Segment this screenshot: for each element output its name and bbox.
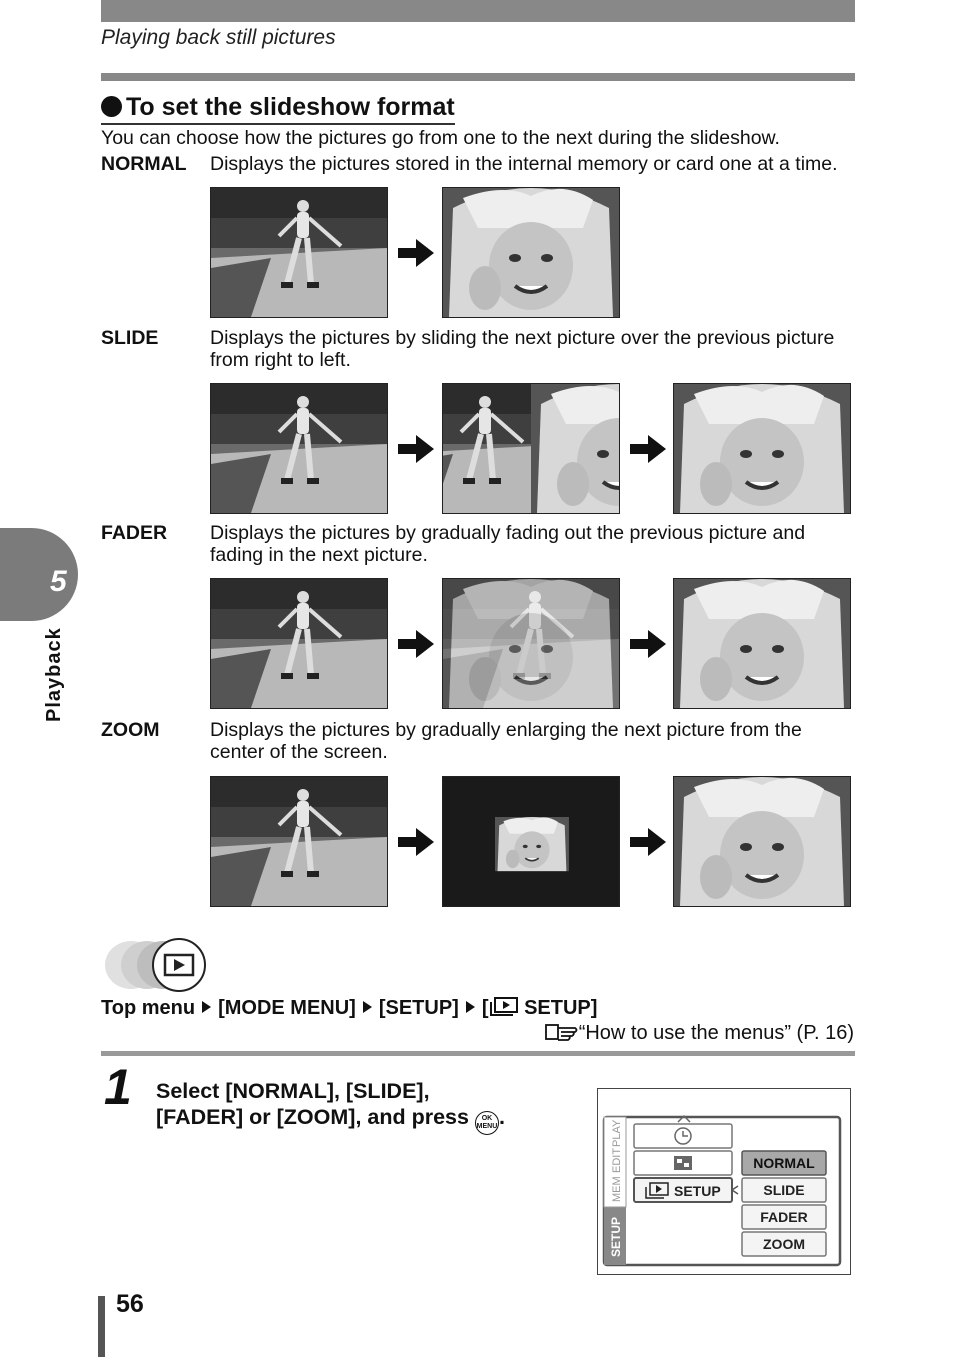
mode-term-fader: FADER <box>101 522 168 544</box>
photo-skater <box>210 187 388 318</box>
lcd-setup-item: SETUP <box>674 1183 721 1199</box>
arrow-right-icon <box>398 630 434 658</box>
slideshow-play-icon <box>489 996 519 1016</box>
path-play-setup: SETUP] <box>524 997 598 1019</box>
photo-fade-transition <box>442 578 620 709</box>
lcd-menu-screen <box>597 1088 851 1275</box>
arrow-right-icon <box>630 435 666 463</box>
triangle-right-icon <box>466 1001 475 1013</box>
mode-desc-slide: Displays the pictures by sliding the next picture over the previous picture from right to left. <box>210 327 835 371</box>
photo-child <box>673 578 851 709</box>
lcd-option-zoom: ZOOM <box>763 1236 805 1252</box>
photo-skater <box>210 578 388 709</box>
path-mode-menu: [MODE MENU] <box>218 997 356 1019</box>
step-period: . <box>498 1105 505 1129</box>
reference-text: “How to use the menus” (P. 16) <box>578 1022 854 1044</box>
section-title-text: To set the slideshow format <box>126 93 455 121</box>
photo-zoom-transition <box>442 776 620 907</box>
path-top-menu: Top menu <box>101 997 196 1019</box>
photo-slide-transition <box>442 383 620 514</box>
page-number: 56 <box>116 1290 144 1318</box>
arrow-right-icon <box>398 435 434 463</box>
photo-child <box>673 383 851 514</box>
top-bar <box>101 0 855 22</box>
lcd-tab-setup: SETUP <box>609 1216 623 1257</box>
photo-child <box>442 187 620 318</box>
lcd-option-normal: NORMAL <box>753 1155 815 1171</box>
lcd-tab-play: PLAY <box>611 1119 623 1147</box>
menu-path <box>101 996 597 1020</box>
step-number: 1 <box>104 1059 132 1115</box>
mode-term-slide: SLIDE <box>101 327 159 349</box>
arrow-right-icon <box>398 239 434 267</box>
mode-desc-fader: Displays the pictures by gradually fading out the previous picture and fading in the next picture. <box>210 522 806 566</box>
photo-skater <box>210 776 388 907</box>
lcd-option-fader: FADER <box>760 1209 808 1225</box>
section-intro: You can choose how the pictures go from one to the next during the slideshow. <box>101 127 780 149</box>
step-line-2 <box>156 1104 505 1135</box>
step-line-2-text: [FADER] or [ZOOM], and press <box>156 1105 469 1129</box>
arrow-right-icon <box>630 630 666 658</box>
step-rule <box>101 1051 855 1056</box>
triangle-right-icon <box>363 1001 372 1013</box>
bullet-icon <box>101 96 122 117</box>
mode-term-normal: NORMAL <box>101 153 187 175</box>
path-bracket-open: [ <box>481 997 489 1019</box>
page-number-bar <box>98 1296 105 1357</box>
triangle-right-icon <box>202 1001 211 1013</box>
mode-desc-zoom: Displays the pictures by gradually enlarging the next picture from the center of the screen. <box>210 719 802 763</box>
mode-term-zoom: ZOOM <box>101 719 160 741</box>
running-header: Playing back still pictures <box>101 26 336 49</box>
photo-child <box>673 776 851 907</box>
section-title <box>101 93 455 125</box>
step-instruction <box>156 1078 505 1135</box>
lcd-tab-mem: MEM <box>611 1176 623 1202</box>
reference-note <box>545 1022 854 1045</box>
chapter-number: 5 <box>50 565 67 598</box>
photo-skater <box>210 383 388 514</box>
ok-menu-button-icon <box>475 1111 499 1135</box>
step-line-1: Select [NORMAL], [SLIDE], <box>156 1079 430 1103</box>
playback-mode-icon <box>103 938 215 992</box>
path-setup: [SETUP] <box>378 997 459 1019</box>
arrow-right-icon <box>398 828 434 856</box>
lcd-tab-edit: EDIT <box>611 1147 623 1173</box>
arrow-right-icon <box>630 828 666 856</box>
mode-desc-normal: Displays the pictures stored in the internal memory or card one at a time. <box>210 153 838 175</box>
lcd-option-slide: SLIDE <box>763 1182 805 1198</box>
pointing-hand-icon <box>545 1022 579 1042</box>
menu-label: MENU <box>476 1123 498 1130</box>
header-rule <box>101 73 855 81</box>
ok-label: OK <box>481 1115 493 1122</box>
chapter-label: Playback <box>43 627 65 722</box>
